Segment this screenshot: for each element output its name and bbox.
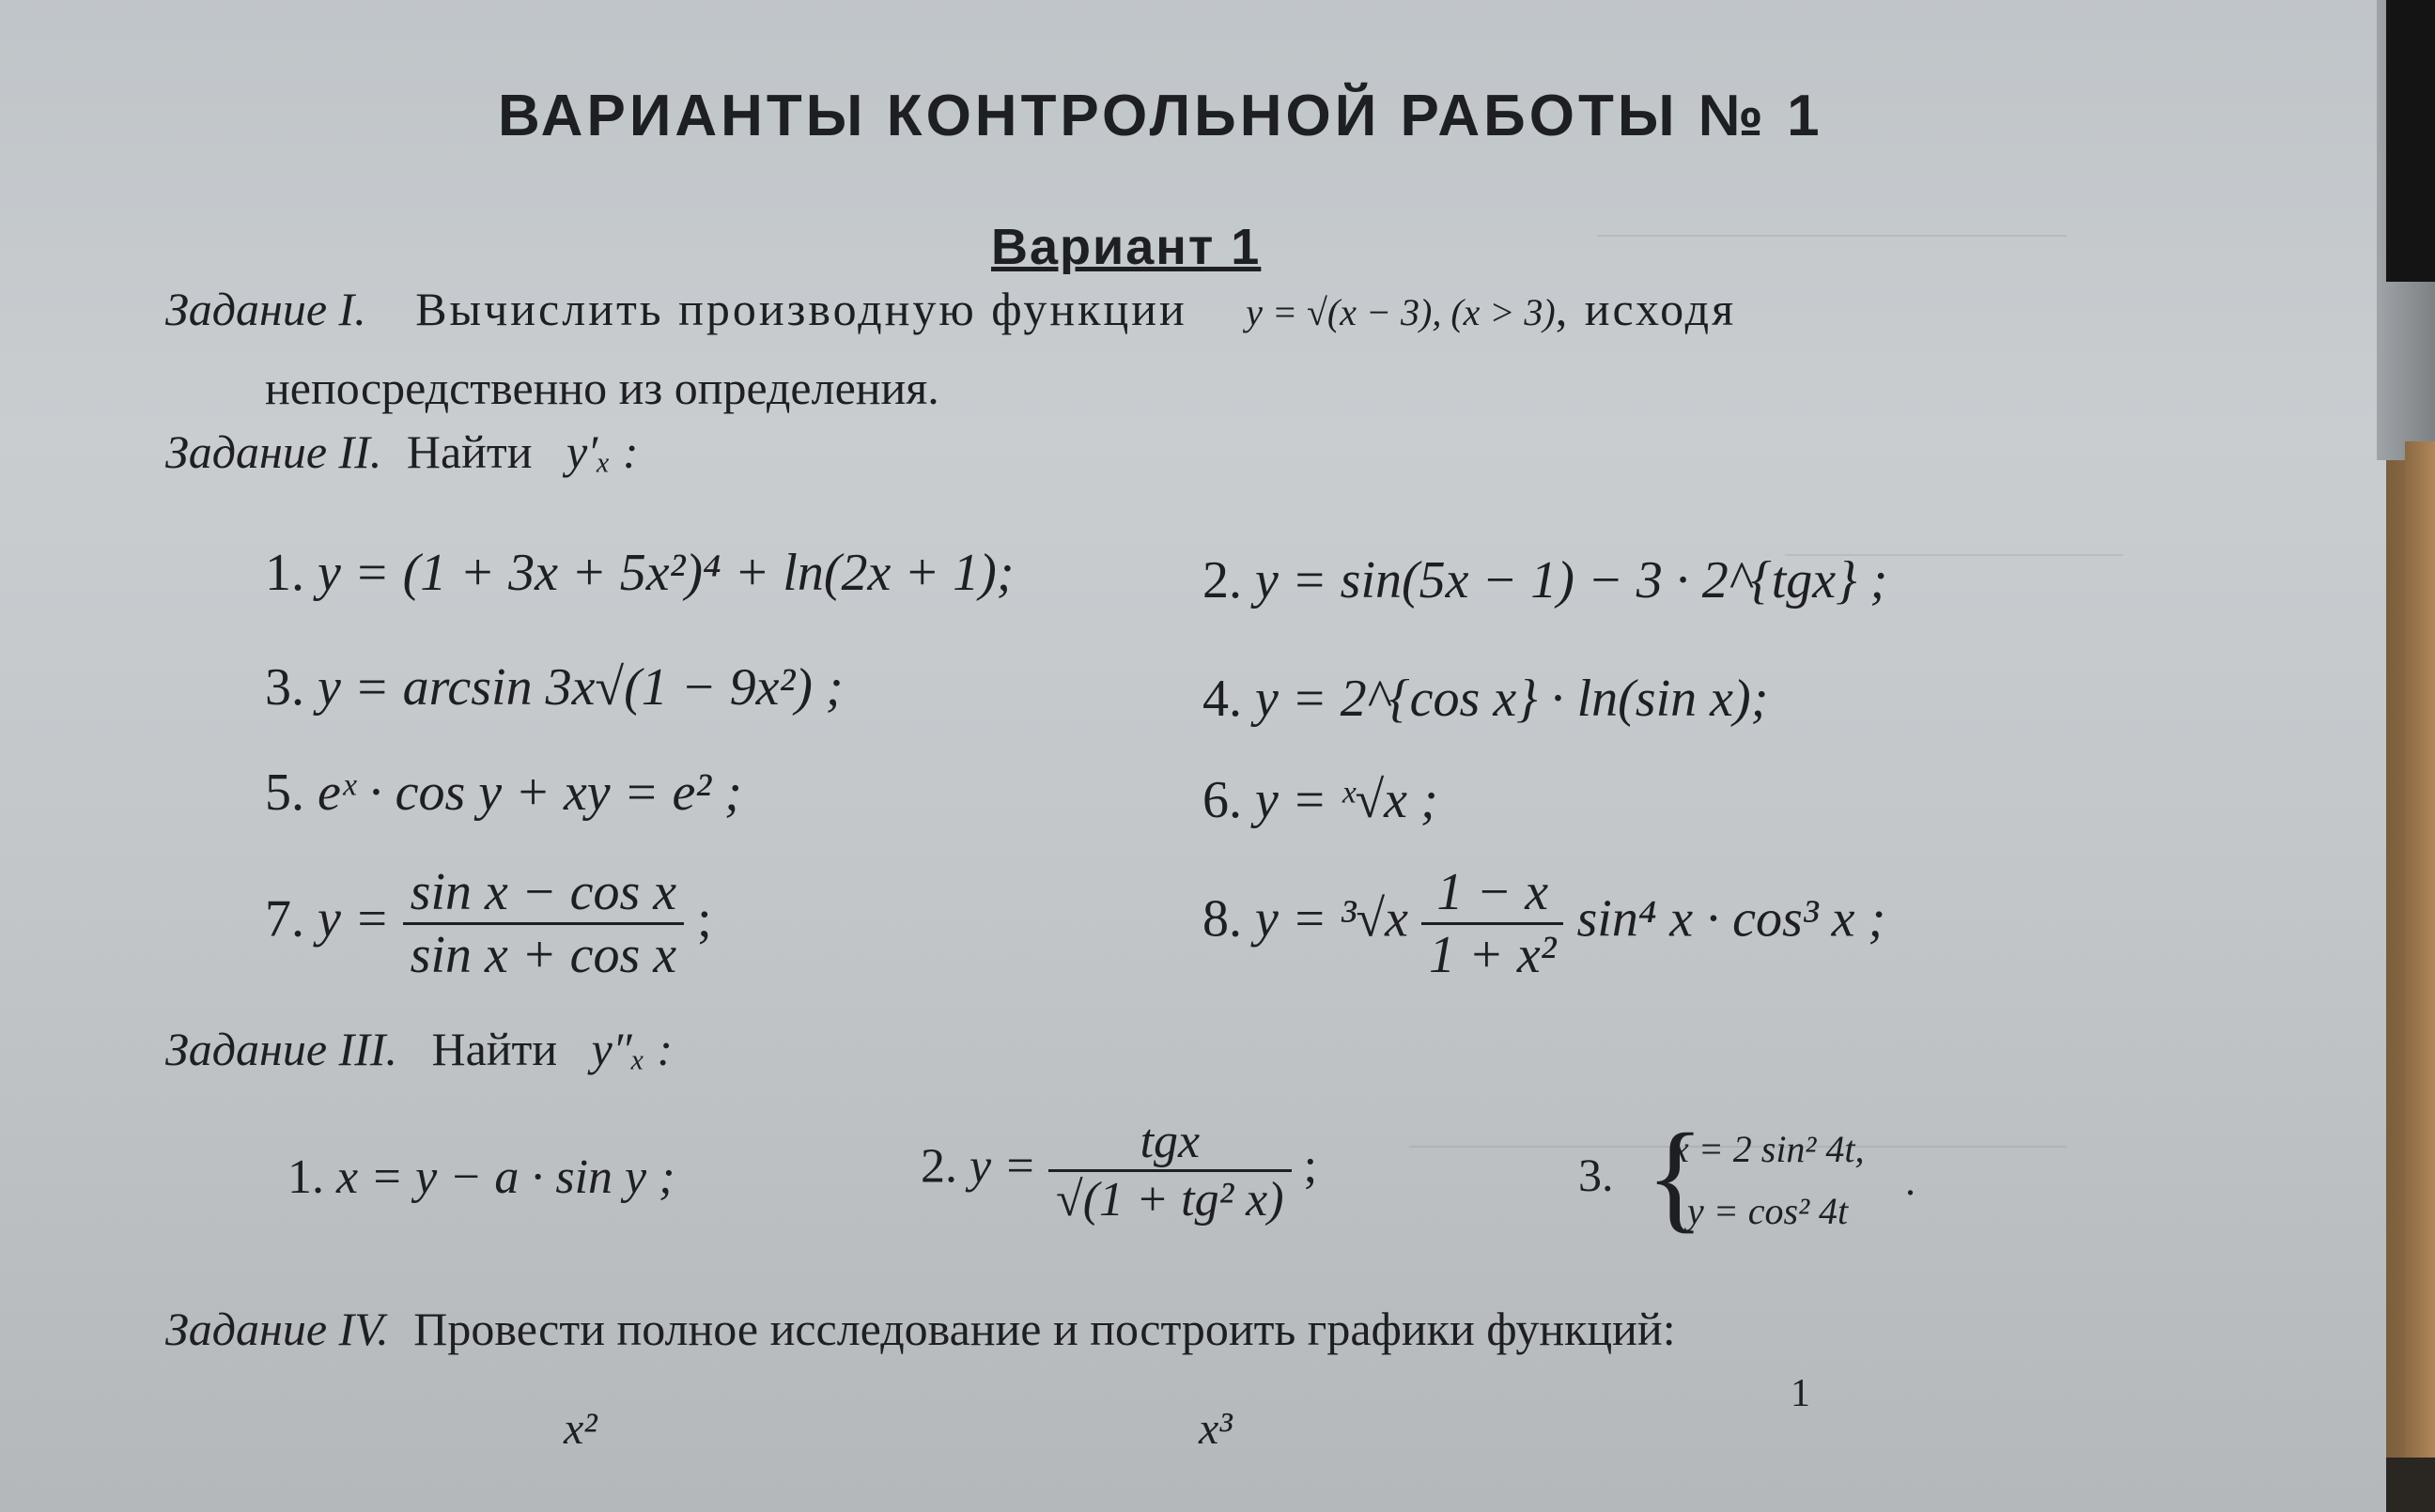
task2-expr-4: y = 2^{cos x} · ln(sin x);	[1255, 670, 1769, 728]
task1-tail: , исходя	[1555, 283, 1737, 335]
task2-item-2: 2. y = sin(5x − 1) − 3 · 2^{tgx} ;	[1202, 551, 1888, 609]
task1-line1	[165, 282, 1736, 336]
document-title: ВАРИАНТЫ КОНТРОЛЬНОЙ РАБОТЫ № 1	[498, 84, 1823, 148]
bleed-through	[1597, 150, 2067, 237]
task3-system-line1: x = 2 sin² 4t,	[1672, 1128, 1865, 1170]
task2-item-1: 1. y = (1 + 3x + 5x²)⁴ + ln(2x + 1);	[265, 544, 1015, 602]
task2-expr-6: y = ˣ√x ;	[1255, 771, 1438, 829]
task3-item-2: 2. y = $\frac{\text{tgx}}{\text{√(1 + tg² x)}}$ ;	[921, 1115, 1318, 1227]
task2-item-7: 7. y = $\frac{\text{sin x − cos x}}{\text{sin x + cos x}}$ ;	[265, 863, 712, 984]
task4-text: Провести полное исследование и построить графики функций:	[413, 1303, 1676, 1355]
task4-partial-1: x²	[564, 1404, 597, 1454]
task2-expr-2: y = sin(5x − 1) − 3 · 2^{tgx} ;	[1255, 551, 1888, 609]
task2-expr-1: y = (1 + 3x + 5x²)⁴ + ln(2x + 1);	[318, 544, 1015, 602]
task1-line2: непосредственно из определения.	[265, 362, 939, 414]
task2-item-6: 6. y = ˣ√x ;	[1202, 771, 1438, 829]
task2-expr-3: y = arcsin 3x√(1 − 9x²) ;	[318, 658, 844, 717]
task2-item-5: 5. eˣ · cos y + xy = e² ;	[265, 764, 742, 822]
task2-label: Задание II.	[165, 425, 382, 478]
task3-label: Задание III.	[165, 1023, 397, 1075]
task2-expr-5: eˣ · cos y + xy = e² ;	[318, 764, 742, 822]
task2-item-3: 3. y = arcsin 3x√(1 − 9x²) ;	[265, 658, 844, 717]
task4-header	[165, 1302, 1676, 1356]
task1-formula: y = √(x − 3), (x > 3)	[1246, 291, 1556, 333]
task3-target: y″ₓ :	[591, 1023, 674, 1075]
variant-heading: Вариант 1	[991, 219, 1262, 275]
task2-text: Найти	[406, 425, 533, 478]
task1-text: Вычислить производную функции	[415, 283, 1187, 335]
task4-partial-3: 1	[1791, 1372, 1810, 1415]
task3-item-3-number: 3.	[1578, 1149, 1614, 1201]
task2-fraction-7: $\frac{\text{sin x − cos x}}{\text{sin x + cos x}}$	[403, 862, 685, 985]
task2-target: y′ₓ :	[566, 425, 639, 478]
system-brace: {	[1646, 1109, 1705, 1244]
task2-header	[165, 424, 639, 479]
task1-label: Задание I.	[165, 283, 366, 335]
task3-system-tail: .	[1905, 1158, 1915, 1204]
task3-header	[165, 1022, 673, 1076]
task4-partial-2: x³	[1199, 1404, 1233, 1454]
bleed-through	[1785, 488, 2123, 556]
task2-item-8: 8. y = ³√x $\frac{1 - x}{\text{1 + x²}}$ sin⁴ x · cos³ x ;	[1202, 863, 1886, 984]
task2-item-4: 4. y = 2^{cos x} · ln(sin x);	[1202, 670, 1769, 728]
task4-label: Задание IV.	[165, 1303, 389, 1355]
task3-expr-1: x = y − a · sin y ;	[336, 1150, 675, 1204]
task3-item-1: 1. x = y − a · sin y ;	[287, 1150, 675, 1204]
task3-text: Найти	[431, 1023, 558, 1075]
table-surface	[2405, 441, 2435, 1458]
task3-fraction-2: $\frac{\text{tgx}}{\text{√(1 + tg² x)}}$	[1048, 1114, 1291, 1227]
task2-fraction-8: $\frac{1 - x}{\text{1 + x²}}$	[1421, 862, 1563, 985]
dark-object	[2386, 0, 2435, 282]
task3-system-line2: y = cos² 4t	[1687, 1190, 1849, 1232]
